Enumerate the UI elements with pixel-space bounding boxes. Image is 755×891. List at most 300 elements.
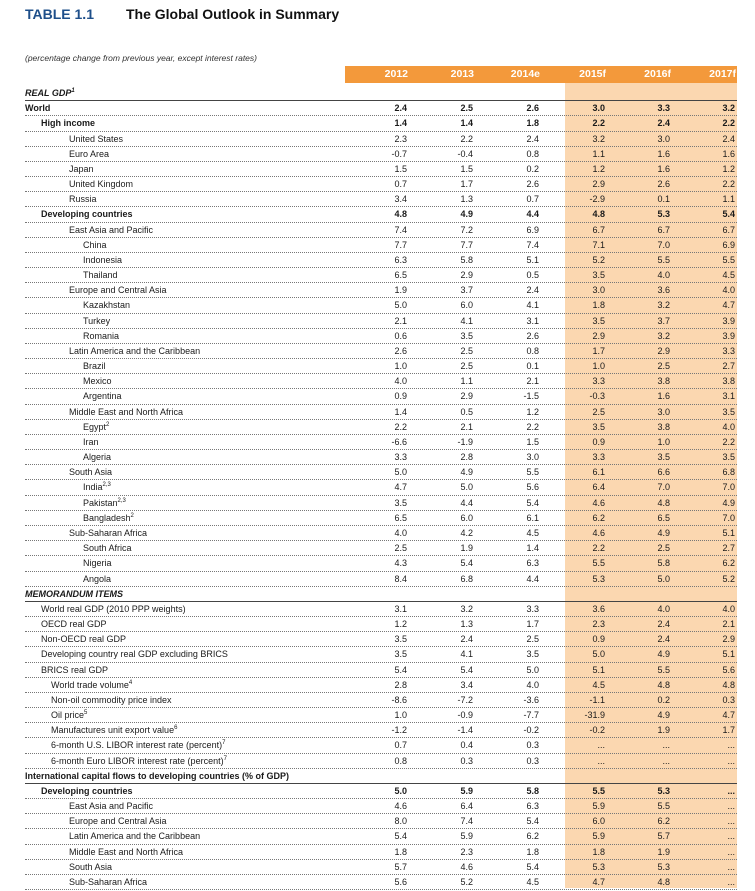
cell-2014e: 0.3 bbox=[526, 755, 539, 766]
row-label-text: Indonesia bbox=[83, 254, 123, 265]
row-label-text: Mexico bbox=[83, 376, 112, 387]
cell-2013: 4.9 bbox=[460, 467, 473, 478]
row-label bbox=[83, 480, 111, 495]
cell-2016f: 2.9 bbox=[657, 345, 670, 356]
cell-2014e: 1.8 bbox=[526, 118, 539, 129]
cell-2012: 5.4 bbox=[394, 664, 407, 675]
table-row bbox=[25, 192, 737, 207]
row-label-text: Nigeria bbox=[83, 558, 112, 569]
cell-2017f: 2.2 bbox=[722, 118, 735, 129]
cell-2013: 1.3 bbox=[460, 619, 473, 630]
row-label bbox=[83, 496, 126, 511]
cell-2016f: 6.5 bbox=[657, 512, 670, 523]
footnote-marker: 4 bbox=[128, 679, 133, 686]
row-label-text: Thailand bbox=[83, 270, 118, 281]
cell-2017f: 5.1 bbox=[722, 649, 735, 660]
cell-2015f: 3.2 bbox=[592, 133, 605, 144]
row-label bbox=[69, 344, 200, 359]
cell-2013: 0.3 bbox=[460, 755, 473, 766]
row-label bbox=[69, 223, 153, 238]
cell-2012: 8.0 bbox=[394, 816, 407, 827]
cell-2016f: ... bbox=[662, 740, 670, 751]
row-label bbox=[69, 860, 112, 875]
cell-2016f: 6.7 bbox=[657, 224, 670, 235]
cell-2017f: 6.8 bbox=[722, 467, 735, 478]
cell-2015f: 0.9 bbox=[592, 436, 605, 447]
table-row bbox=[25, 177, 737, 192]
table-row bbox=[25, 799, 737, 814]
cell-2012: 1.2 bbox=[394, 619, 407, 630]
row-label bbox=[25, 86, 75, 101]
cell-2014e: 0.8 bbox=[526, 148, 539, 159]
row-label-text: Europe and Central Asia bbox=[69, 285, 167, 296]
cell-2016f: 5.7 bbox=[657, 831, 670, 842]
cell-2016f: 4.8 bbox=[657, 876, 670, 887]
row-label bbox=[83, 359, 106, 374]
row-label bbox=[25, 101, 50, 116]
cell-2012: 1.4 bbox=[394, 118, 407, 129]
row-label bbox=[51, 754, 227, 769]
cell-2017f: 2.2 bbox=[722, 179, 735, 190]
row-label bbox=[83, 374, 112, 389]
cell-2017f: 2.7 bbox=[722, 543, 735, 554]
table-row bbox=[25, 602, 737, 617]
cell-2012: -0.7 bbox=[391, 148, 407, 159]
cell-2013: 2.5 bbox=[460, 345, 473, 356]
table-row bbox=[25, 359, 737, 374]
cell-2016f: 1.6 bbox=[657, 148, 670, 159]
row-label bbox=[41, 116, 95, 131]
cell-2017f: 3.9 bbox=[722, 330, 735, 341]
cell-2017f: 4.0 bbox=[722, 421, 735, 432]
cell-2017f: ... bbox=[727, 755, 735, 766]
cell-2012: 5.0 bbox=[394, 467, 407, 478]
footnote-marker: 1 bbox=[71, 88, 75, 94]
cell-2014e: -0.2 bbox=[523, 725, 539, 736]
cell-2012: 2.2 bbox=[394, 421, 407, 432]
cell-2012: 7.4 bbox=[394, 224, 407, 235]
cell-2017f: 4.0 bbox=[722, 285, 735, 296]
row-label bbox=[69, 132, 123, 147]
cell-2017f: 1.2 bbox=[722, 163, 735, 174]
row-label bbox=[69, 829, 200, 844]
cell-2012: 3.5 bbox=[394, 649, 407, 660]
cell-2015f: 3.5 bbox=[592, 315, 605, 326]
row-label bbox=[41, 663, 108, 678]
cell-2016f: 5.3 bbox=[657, 861, 670, 872]
table-row bbox=[25, 541, 737, 556]
row-label bbox=[25, 587, 123, 602]
cell-2016f: 5.5 bbox=[657, 254, 670, 265]
cell-2013: 0.5 bbox=[460, 406, 473, 417]
cell-2012: 2.4 bbox=[394, 103, 407, 114]
cell-2017f: 4.7 bbox=[722, 710, 735, 721]
row-label-text: Non-oil commodity price index bbox=[51, 694, 172, 705]
table-row bbox=[25, 647, 737, 662]
table-row bbox=[25, 845, 737, 860]
table-row bbox=[25, 101, 737, 116]
cell-2016f: 1.6 bbox=[657, 391, 670, 402]
cell-2016f: 3.2 bbox=[657, 300, 670, 311]
cell-2015f: 4.7 bbox=[592, 876, 605, 887]
cell-2013: -1.4 bbox=[457, 725, 473, 736]
cell-2016f: 3.8 bbox=[657, 421, 670, 432]
cell-2013: 6.0 bbox=[460, 512, 473, 523]
row-label-text: Euro Area bbox=[69, 148, 110, 159]
table-row bbox=[25, 162, 737, 177]
table-row bbox=[25, 708, 737, 723]
row-label-text: South Africa bbox=[83, 543, 132, 554]
row-label-text: 6-month Euro LIBOR interest rate (percent) bbox=[51, 755, 224, 766]
row-label-text: Middle East and North Africa bbox=[69, 846, 184, 857]
cell-2014e: 1.5 bbox=[526, 436, 539, 447]
cell-2012: 6.3 bbox=[394, 254, 407, 265]
cell-2016f: 4.8 bbox=[657, 497, 670, 508]
table-row bbox=[25, 420, 737, 435]
cell-2017f: 4.7 bbox=[722, 300, 735, 311]
cell-2012: 7.7 bbox=[394, 239, 407, 250]
cell-2012: 5.7 bbox=[394, 861, 407, 872]
table-row bbox=[25, 238, 737, 253]
row-label bbox=[83, 572, 111, 587]
cell-2013: 4.1 bbox=[460, 649, 473, 660]
cell-2015f: 6.2 bbox=[592, 512, 605, 523]
cell-2016f: 4.0 bbox=[657, 603, 670, 614]
table-row bbox=[25, 435, 737, 450]
table-row bbox=[25, 754, 737, 769]
table-row bbox=[25, 496, 737, 511]
cell-2013: 3.5 bbox=[460, 330, 473, 341]
table-row bbox=[25, 769, 737, 784]
cell-2012: 1.5 bbox=[394, 163, 407, 174]
cell-2015f: 5.5 bbox=[592, 785, 605, 796]
cell-2014e: 2.2 bbox=[526, 421, 539, 432]
row-label bbox=[41, 632, 126, 647]
cell-2015f: ... bbox=[597, 740, 605, 751]
cell-2012: 0.7 bbox=[394, 740, 407, 751]
cell-2017f: 5.5 bbox=[722, 254, 735, 265]
row-label bbox=[51, 738, 225, 753]
cell-2015f: -31.9 bbox=[584, 710, 605, 721]
cell-2015f: 2.9 bbox=[592, 179, 605, 190]
cell-2013: 4.1 bbox=[460, 315, 473, 326]
cell-2017f: 4.9 bbox=[722, 497, 735, 508]
cell-2017f: 4.8 bbox=[722, 679, 735, 690]
table-row bbox=[25, 268, 737, 283]
cell-2014e: 2.1 bbox=[526, 376, 539, 387]
table-row bbox=[25, 450, 737, 465]
cell-2016f: 2.5 bbox=[657, 543, 670, 554]
cell-2013: 1.9 bbox=[460, 543, 473, 554]
cell-2017f: 5.4 bbox=[722, 209, 735, 220]
cell-2013: 7.4 bbox=[460, 816, 473, 827]
table-row bbox=[25, 147, 737, 162]
cell-2016f: 2.6 bbox=[657, 179, 670, 190]
cell-2013: 5.4 bbox=[460, 558, 473, 569]
table-title: The Global Outlook in Summary bbox=[126, 6, 340, 22]
cell-2014e: 4.5 bbox=[526, 527, 539, 538]
cell-2017f: ... bbox=[727, 831, 735, 842]
cell-2016f: 2.4 bbox=[657, 619, 670, 630]
row-label bbox=[51, 678, 132, 693]
table-row bbox=[25, 678, 737, 693]
cell-2016f: 3.0 bbox=[657, 133, 670, 144]
cell-2017f: 0.3 bbox=[722, 694, 735, 705]
cell-2013: -7.2 bbox=[457, 694, 473, 705]
cell-2013: 1.5 bbox=[460, 163, 473, 174]
cell-2016f: 3.5 bbox=[657, 452, 670, 463]
cell-2014e: 1.2 bbox=[526, 406, 539, 417]
table-row bbox=[25, 374, 737, 389]
cell-2014e: 5.0 bbox=[526, 664, 539, 675]
cell-2013: 7.7 bbox=[460, 239, 473, 250]
cell-2012: 3.5 bbox=[394, 497, 407, 508]
cell-2017f: 3.5 bbox=[722, 452, 735, 463]
row-label bbox=[83, 329, 119, 344]
row-label-text: Oil price bbox=[51, 710, 85, 721]
cell-2015f: 4.6 bbox=[592, 527, 605, 538]
cell-2015f: -1.1 bbox=[589, 694, 605, 705]
cell-2017f: ... bbox=[727, 861, 735, 872]
row-label-text: Developing countries bbox=[41, 785, 133, 796]
cell-2014e: 0.3 bbox=[526, 740, 539, 751]
row-label-text: Pakistan bbox=[83, 497, 118, 508]
cell-2017f: ... bbox=[727, 876, 735, 887]
cell-2014e: 5.8 bbox=[526, 785, 539, 796]
row-label bbox=[69, 799, 153, 814]
cell-2015f: 6.1 bbox=[592, 467, 605, 478]
cell-2012: 4.0 bbox=[394, 527, 407, 538]
cell-2016f: 3.7 bbox=[657, 315, 670, 326]
cell-2015f: 1.7 bbox=[592, 345, 605, 356]
cell-2012: 5.0 bbox=[394, 300, 407, 311]
cell-2014e: 2.6 bbox=[526, 179, 539, 190]
cell-2012: 4.8 bbox=[394, 209, 407, 220]
row-label-text: South Asia bbox=[69, 861, 113, 872]
cell-2017f: 3.2 bbox=[722, 103, 735, 114]
row-label-text: Non-OECD real GDP bbox=[41, 634, 127, 645]
cell-2015f: 1.2 bbox=[592, 163, 605, 174]
cell-2014e: 5.4 bbox=[526, 497, 539, 508]
row-label bbox=[69, 845, 183, 860]
row-label bbox=[51, 708, 87, 723]
cell-2016f: 0.2 bbox=[657, 694, 670, 705]
row-label bbox=[83, 314, 110, 329]
cell-2013: 2.1 bbox=[460, 421, 473, 432]
cell-2012: 5.0 bbox=[394, 785, 407, 796]
cell-2015f: 5.3 bbox=[592, 861, 605, 872]
row-label-text: Latin America and the Caribbean bbox=[69, 831, 201, 842]
row-label-text: India bbox=[83, 482, 103, 493]
row-label-text: International capital flows to developing countries (% of GDP) bbox=[25, 770, 290, 781]
cell-2017f: 4.0 bbox=[722, 603, 735, 614]
cell-2016f: 1.6 bbox=[657, 163, 670, 174]
cell-2015f: 3.0 bbox=[592, 285, 605, 296]
table-row bbox=[25, 314, 737, 329]
cell-2012: 3.4 bbox=[394, 194, 407, 205]
row-label-text: Developing countries bbox=[41, 209, 133, 220]
cell-2014e: 4.1 bbox=[526, 300, 539, 311]
column-header-2014e: 2014e bbox=[510, 68, 540, 80]
row-label-text: Manufactures unit export value bbox=[51, 725, 175, 736]
cell-2015f: 5.5 bbox=[592, 558, 605, 569]
row-label-text: Bangladesh bbox=[83, 512, 131, 523]
cell-2013: 2.8 bbox=[460, 452, 473, 463]
cell-2014e: 6.3 bbox=[526, 558, 539, 569]
table-body bbox=[25, 86, 737, 890]
cell-2014e: 3.3 bbox=[526, 603, 539, 614]
row-label bbox=[69, 283, 167, 298]
row-label bbox=[83, 556, 112, 571]
row-label-text: Algeria bbox=[83, 452, 112, 463]
cell-2015f: 3.0 bbox=[592, 103, 605, 114]
row-label bbox=[69, 814, 167, 829]
cell-2013: 3.7 bbox=[460, 285, 473, 296]
cell-2016f: 5.3 bbox=[657, 209, 670, 220]
cell-2014e: 0.8 bbox=[526, 345, 539, 356]
row-label-text: MEMORANDUM ITEMS bbox=[25, 588, 123, 599]
cell-2013: 2.5 bbox=[460, 103, 473, 114]
cell-2016f: 3.3 bbox=[657, 103, 670, 114]
row-label bbox=[83, 253, 122, 268]
row-label-text: REAL GDP bbox=[25, 88, 72, 98]
footnote-marker: 6 bbox=[174, 725, 178, 732]
cell-2014e: 2.5 bbox=[526, 634, 539, 645]
cell-2016f: 4.9 bbox=[657, 649, 670, 660]
cell-2016f: 7.0 bbox=[657, 239, 670, 250]
cell-2017f: 3.1 bbox=[722, 391, 735, 402]
cell-2012: 1.0 bbox=[394, 361, 407, 372]
cell-2012: 2.8 bbox=[394, 679, 407, 690]
cell-2015f: 5.3 bbox=[592, 573, 605, 584]
row-label-text: Kazakhstan bbox=[83, 300, 131, 311]
cell-2016f: 5.5 bbox=[657, 664, 670, 675]
cell-2014e: 4.5 bbox=[526, 876, 539, 887]
cell-2016f: 3.8 bbox=[657, 376, 670, 387]
cell-2014e: 2.6 bbox=[526, 330, 539, 341]
table-row bbox=[25, 389, 737, 404]
cell-2012: 3.3 bbox=[394, 452, 407, 463]
row-label bbox=[41, 647, 228, 662]
cell-2015f: -0.2 bbox=[589, 725, 605, 736]
cell-2012: 0.7 bbox=[394, 179, 407, 190]
cell-2017f: 2.1 bbox=[722, 619, 735, 630]
cell-2015f: 2.9 bbox=[592, 330, 605, 341]
row-label bbox=[83, 450, 111, 465]
cell-2014e: 6.3 bbox=[526, 801, 539, 812]
cell-2013: 1.3 bbox=[460, 194, 473, 205]
cell-2017f: 6.9 bbox=[722, 239, 735, 250]
cell-2015f: 6.4 bbox=[592, 482, 605, 493]
cell-2013: 6.0 bbox=[460, 300, 473, 311]
cell-2012: 2.1 bbox=[394, 315, 407, 326]
cell-2012: -1.2 bbox=[391, 725, 407, 736]
cell-2016f: 5.8 bbox=[657, 558, 670, 569]
table-row bbox=[25, 132, 737, 147]
row-label-text: Angola bbox=[83, 573, 112, 584]
cell-2013: 6.4 bbox=[460, 801, 473, 812]
cell-2013: 4.2 bbox=[460, 527, 473, 538]
cell-2012: 4.3 bbox=[394, 558, 407, 569]
cell-2015f: 3.6 bbox=[592, 603, 605, 614]
cell-2014e: 0.7 bbox=[526, 194, 539, 205]
cell-2015f: -0.3 bbox=[589, 391, 605, 402]
row-label-text: South Asia bbox=[69, 467, 113, 478]
cell-2012: 5.6 bbox=[394, 876, 407, 887]
cell-2014e: 3.1 bbox=[526, 315, 539, 326]
cell-2016f: 7.0 bbox=[657, 482, 670, 493]
row-label bbox=[83, 389, 122, 404]
cell-2013: 5.8 bbox=[460, 254, 473, 265]
cell-2017f: ... bbox=[727, 740, 735, 751]
footnote-marker: 2 bbox=[130, 512, 134, 519]
cell-2014e: 0.2 bbox=[526, 163, 539, 174]
column-header-2012: 2012 bbox=[384, 68, 408, 80]
table-row bbox=[25, 511, 737, 526]
table-row bbox=[25, 738, 737, 753]
row-label-text: Egypt bbox=[83, 421, 107, 432]
cell-2017f: 3.9 bbox=[722, 315, 735, 326]
cell-2017f: 1.7 bbox=[722, 725, 735, 736]
cell-2014e: 2.4 bbox=[526, 285, 539, 296]
cell-2015f: 7.1 bbox=[592, 239, 605, 250]
cell-2014e: 5.4 bbox=[526, 861, 539, 872]
cell-2014e: 3.5 bbox=[526, 649, 539, 660]
cell-2016f: 0.1 bbox=[657, 194, 670, 205]
table-row bbox=[25, 86, 737, 101]
cell-2012: 2.3 bbox=[394, 133, 407, 144]
table-row bbox=[25, 526, 737, 541]
cell-2015f: 4.8 bbox=[592, 209, 605, 220]
cell-2013: 5.2 bbox=[460, 876, 473, 887]
cell-2013: 2.5 bbox=[460, 361, 473, 372]
cell-2013: 3.4 bbox=[460, 679, 473, 690]
cell-2015f: 3.3 bbox=[592, 376, 605, 387]
table-row bbox=[25, 480, 737, 495]
row-label bbox=[69, 405, 183, 420]
cell-2014e: 0.5 bbox=[526, 270, 539, 281]
row-label-text: Argentina bbox=[83, 391, 122, 402]
row-label-text: World bbox=[25, 103, 51, 114]
row-label-text: Turkey bbox=[83, 315, 111, 326]
row-label bbox=[69, 162, 94, 177]
footnote-marker: 2 bbox=[106, 421, 110, 428]
cell-2015f: 6.7 bbox=[592, 224, 605, 235]
cell-2015f: 6.0 bbox=[592, 816, 605, 827]
cell-2014e: 6.2 bbox=[526, 831, 539, 842]
cell-2012: 8.4 bbox=[394, 573, 407, 584]
cell-2015f: 4.5 bbox=[592, 679, 605, 690]
cell-2013: 4.4 bbox=[460, 497, 473, 508]
cell-2017f: 4.5 bbox=[722, 270, 735, 281]
row-label-text: United States bbox=[69, 133, 124, 144]
table-row bbox=[25, 556, 737, 571]
cell-2015f: 5.1 bbox=[592, 664, 605, 675]
table-row bbox=[25, 207, 737, 222]
cell-2015f: 2.3 bbox=[592, 619, 605, 630]
cell-2013: 2.4 bbox=[460, 634, 473, 645]
footnote-marker: 7 bbox=[223, 755, 227, 762]
cell-2014e: 2.4 bbox=[526, 133, 539, 144]
row-label-text: Japan bbox=[69, 163, 94, 174]
cell-2016f: 3.2 bbox=[657, 330, 670, 341]
cell-2015f: 3.3 bbox=[592, 452, 605, 463]
table-row bbox=[25, 298, 737, 313]
cell-2013: 7.2 bbox=[460, 224, 473, 235]
cell-2016f: 6.2 bbox=[657, 816, 670, 827]
cell-2013: 2.9 bbox=[460, 270, 473, 281]
table-row bbox=[25, 875, 737, 890]
